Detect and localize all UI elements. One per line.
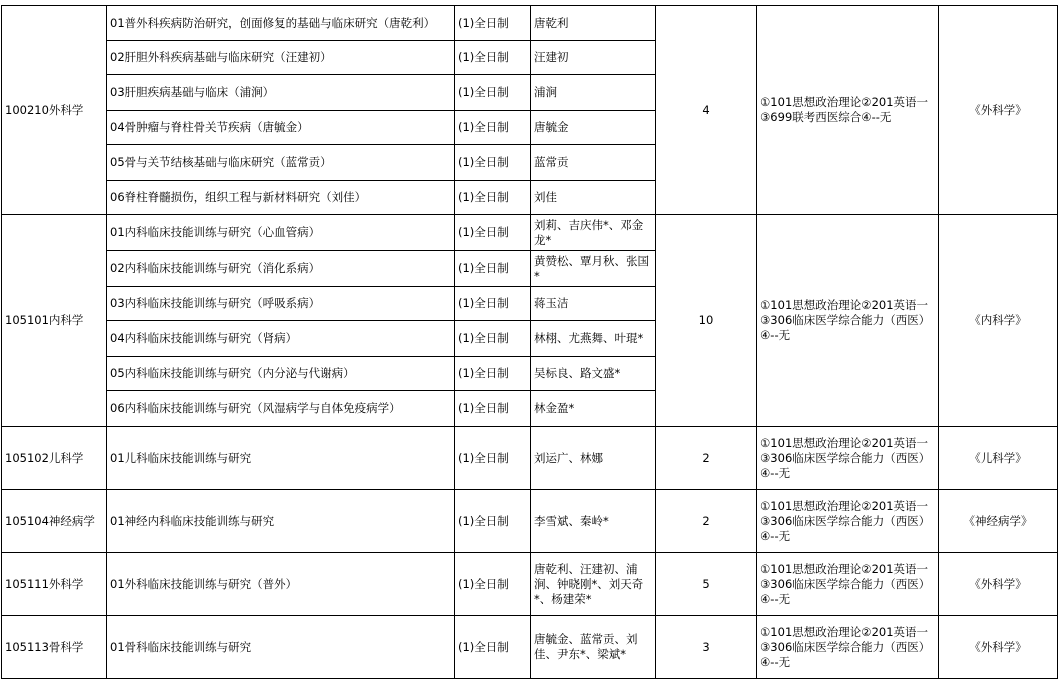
major-cell: 105101内科学 <box>2 215 107 427</box>
tutor-cell: 唐毓金、蓝常贡、刘佳、尹东*、梁斌* <box>531 616 656 679</box>
mode-cell: (1)全日制 <box>455 251 531 287</box>
table-row <box>2 553 1058 616</box>
major-cell: 105102儿科学 <box>2 427 107 490</box>
exam-cell: ①101思想政治理论②201英语一③306临床医学综合能力（西医）④--无 <box>757 215 939 427</box>
tutor-cell: 李雪斌、秦岭* <box>531 490 656 553</box>
tutor-cell: 唐乾利 <box>531 6 656 41</box>
mode-cell: (1)全日制 <box>455 357 531 391</box>
mode-cell: (1)全日制 <box>455 75 531 111</box>
book-cell: 《外科学》 <box>939 6 1058 215</box>
direction-cell: 02内科临床技能训练与研究（消化系病） <box>107 251 455 287</box>
exam-cell: ①101思想政治理论②201英语一③306临床医学综合能力（西医）④--无 <box>757 490 939 553</box>
mode-cell: (1)全日制 <box>455 111 531 145</box>
table-row <box>2 6 1058 41</box>
major-cell: 105104神经病学 <box>2 490 107 553</box>
tutor-cell: 吴标良、路文盛* <box>531 357 656 391</box>
direction-cell: 03内科临床技能训练与研究（呼吸系病） <box>107 287 455 321</box>
direction-cell: 05骨与关节结核基础与临床研究（蓝常贡） <box>107 145 455 181</box>
mode-cell: (1)全日制 <box>455 6 531 41</box>
direction-cell: 01骨科临床技能训练与研究 <box>107 616 455 679</box>
mode-cell: (1)全日制 <box>455 181 531 215</box>
count-cell: 10 <box>656 215 757 427</box>
direction-cell: 01外科临床技能训练与研究（普外） <box>107 553 455 616</box>
table-row <box>2 490 1058 553</box>
mode-cell: (1)全日制 <box>455 553 531 616</box>
count-cell: 2 <box>656 427 757 490</box>
mode-cell: (1)全日制 <box>455 215 531 251</box>
book-cell: 《内科学》 <box>939 215 1058 427</box>
book-cell: 《神经病学》 <box>939 490 1058 553</box>
tutor-cell: 唐毓金 <box>531 111 656 145</box>
tutor-cell: 蒋玉洁 <box>531 287 656 321</box>
direction-cell: 03肝胆疾病基础与临床（浦涧） <box>107 75 455 111</box>
major-cell: 105111外科学 <box>2 553 107 616</box>
tutor-cell: 蓝常贡 <box>531 145 656 181</box>
tutor-cell: 刘佳 <box>531 181 656 215</box>
major-cell: 100210外科学 <box>2 6 107 215</box>
tutor-cell: 林金盈* <box>531 391 656 427</box>
book-cell: 《儿科学》 <box>939 427 1058 490</box>
mode-cell: (1)全日制 <box>455 490 531 553</box>
tutor-cell: 黄赞松、覃月秋、张国* <box>531 251 656 287</box>
direction-cell: 06脊柱脊髓损伤，组织工程与新材料研究（刘佳） <box>107 181 455 215</box>
mode-cell: (1)全日制 <box>455 391 531 427</box>
exam-cell: ①101思想政治理论②201英语一③306临床医学综合能力（西医）④--无 <box>757 616 939 679</box>
mode-cell: (1)全日制 <box>455 427 531 490</box>
table-row <box>2 427 1058 490</box>
count-cell: 3 <box>656 616 757 679</box>
direction-cell: 02肝胆外科疾病基础与临床研究（汪建初） <box>107 41 455 75</box>
table-row <box>2 616 1058 679</box>
count-cell: 4 <box>656 6 757 215</box>
tutor-cell: 汪建初 <box>531 41 656 75</box>
tutor-cell: 唐乾利、汪建初、浦涧、钟晓刚*、刘天奇*、杨建荣* <box>531 553 656 616</box>
tutor-cell: 浦涧 <box>531 75 656 111</box>
exam-cell: ①101思想政治理论②201英语一③699联考西医综合④--无 <box>757 6 939 215</box>
exam-cell: ①101思想政治理论②201英语一③306临床医学综合能力（西医）④--无 <box>757 427 939 490</box>
direction-cell: 01神经内科临床技能训练与研究 <box>107 490 455 553</box>
direction-cell: 01普外科疾病防治研究，创面修复的基础与临床研究（唐乾利） <box>107 6 455 41</box>
enrollment-table <box>1 5 1058 679</box>
mode-cell: (1)全日制 <box>455 321 531 357</box>
direction-cell: 05内科临床技能训练与研究（内分泌与代谢病） <box>107 357 455 391</box>
major-cell: 105113骨科学 <box>2 616 107 679</box>
direction-cell: 04骨肿瘤与脊柱骨关节疾病（唐毓金） <box>107 111 455 145</box>
direction-cell: 04内科临床技能训练与研究（肾病） <box>107 321 455 357</box>
table-row <box>2 215 1058 251</box>
mode-cell: (1)全日制 <box>455 616 531 679</box>
exam-cell: ①101思想政治理论②201英语一③306临床医学综合能力（西医）④--无 <box>757 553 939 616</box>
direction-cell: 01儿科临床技能训练与研究 <box>107 427 455 490</box>
book-cell: 《外科学》 <box>939 616 1058 679</box>
count-cell: 5 <box>656 553 757 616</box>
direction-cell: 01内科临床技能训练与研究（心血管病） <box>107 215 455 251</box>
tutor-cell: 刘莉、吉庆伟*、邓金龙* <box>531 215 656 251</box>
mode-cell: (1)全日制 <box>455 41 531 75</box>
mode-cell: (1)全日制 <box>455 145 531 181</box>
book-cell: 《外科学》 <box>939 553 1058 616</box>
mode-cell: (1)全日制 <box>455 287 531 321</box>
tutor-cell: 林栩、尤燕舞、叶琨* <box>531 321 656 357</box>
tutor-cell: 刘运广、林娜 <box>531 427 656 490</box>
count-cell: 2 <box>656 490 757 553</box>
direction-cell: 06内科临床技能训练与研究（风湿病学与自体免疫病学） <box>107 391 455 427</box>
